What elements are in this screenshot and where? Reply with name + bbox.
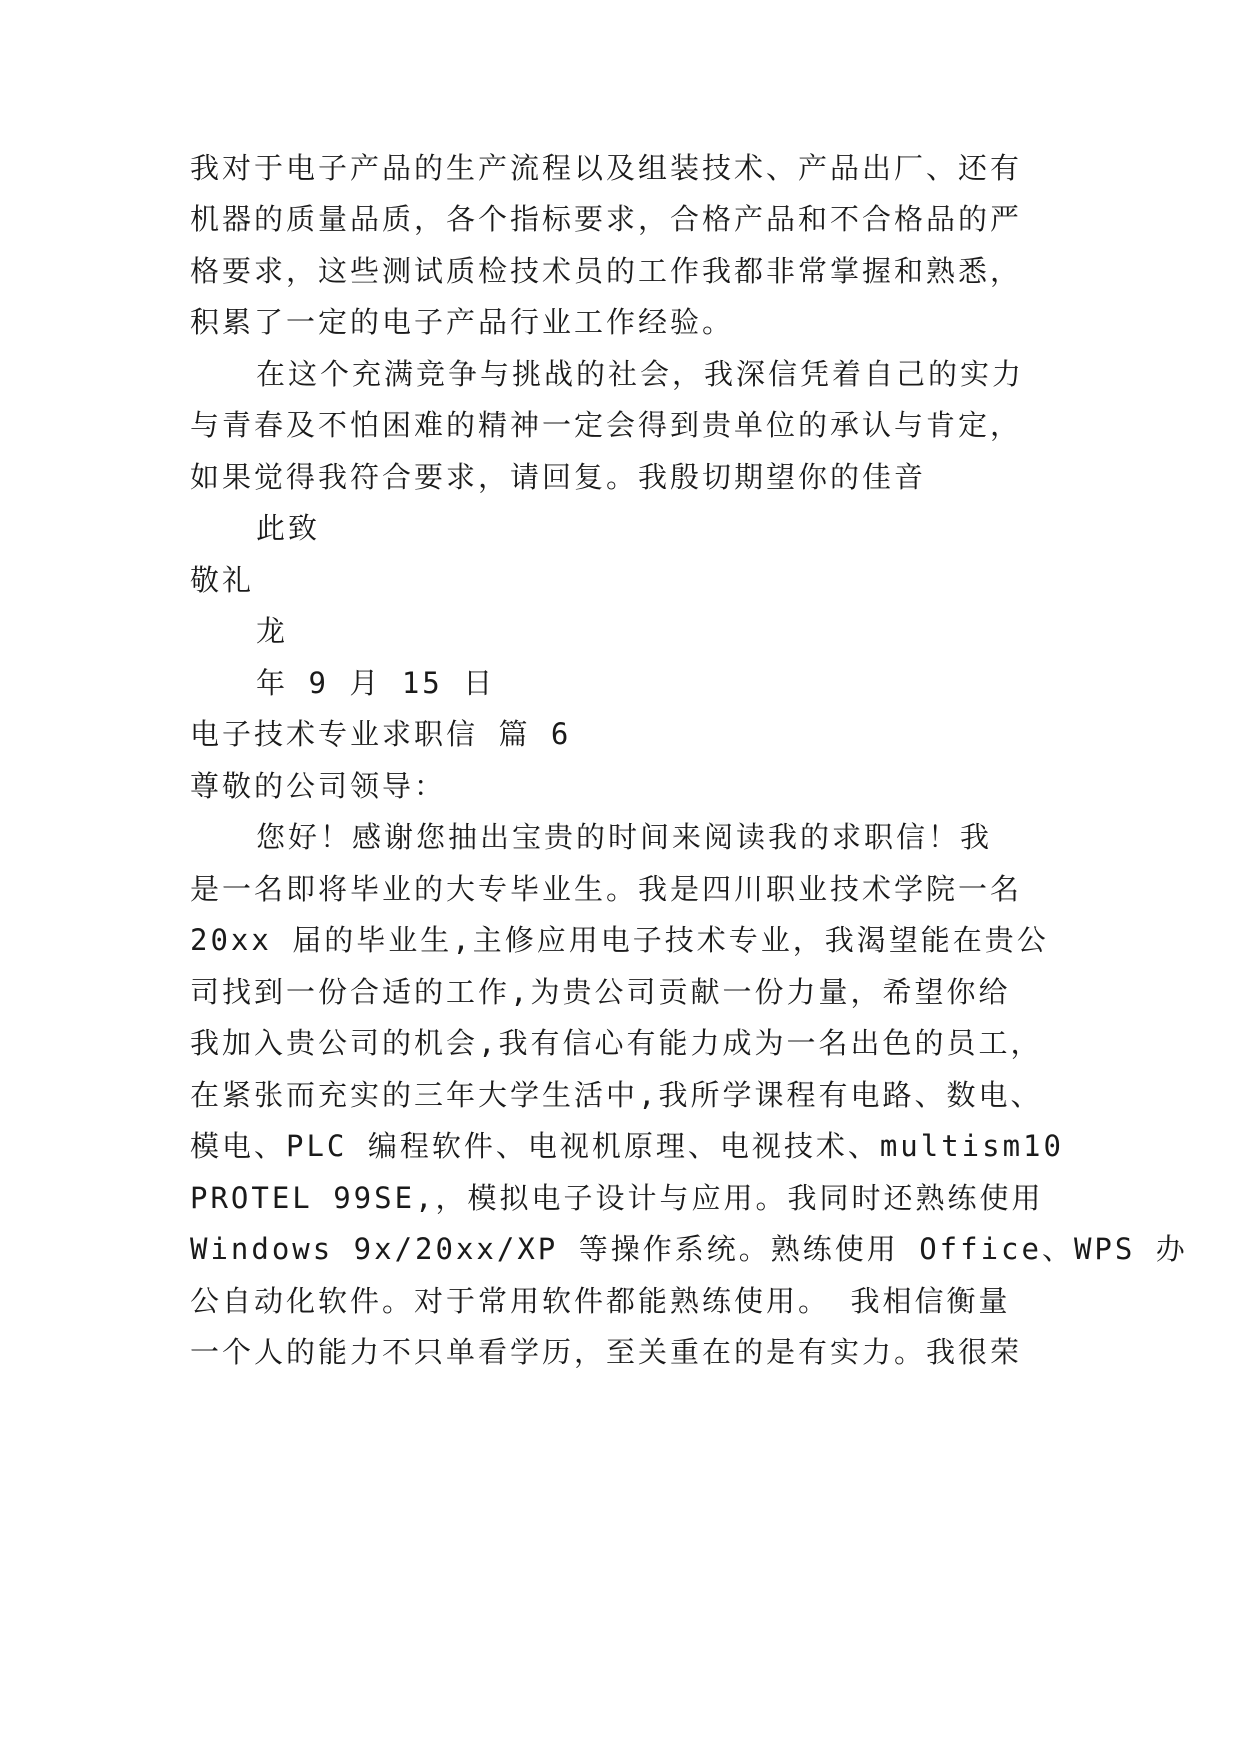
text-line: 是一名即将毕业的大专毕业生。我是四川职业技术学院一名 (190, 872, 1023, 906)
text-line: 在紧张而充实的三年大学生活中,我所学课程有电路、数电、 (190, 1078, 1043, 1112)
text-line: 一个人的能力不只单看学历，至关重在的是有实力。我很荣 (190, 1335, 1023, 1369)
signature-name: 龙 (256, 614, 289, 648)
signature-date: 年 9 月 15 日 (256, 666, 496, 700)
text-line: 与青春及不怕困难的精神一定会得到贵单位的承认与肯定， (190, 408, 1023, 442)
text-line: 我加入贵公司的机会,我有信心有能力成为一名出色的员工， (190, 1026, 1043, 1060)
text-line: 20xx 届的毕业生,主修应用电子技术专业，我渴望能在贵公 (190, 923, 1049, 957)
text-line: 格要求，这些测试质检技术员的工作我都非常掌握和熟悉， (190, 254, 1023, 288)
text-line: Windows 9x/20xx/XP 等操作系统。熟练使用 Office、WPS 办 (190, 1232, 1188, 1266)
closing-regards: 敬礼 (190, 563, 255, 597)
letter-greeting: 尊敬的公司领导： (190, 769, 447, 803)
closing-salutation: 此致 (256, 511, 321, 545)
section-heading: 电子技术专业求职信 篇 6 (190, 717, 572, 751)
text-line: 积累了一定的电子产品行业工作经验。 (190, 305, 735, 339)
text-line: 机器的质量品质，各个指标要求，合格产品和不合格品的严 (190, 202, 1023, 236)
text-line: 我对于电子产品的生产流程以及组装技术、产品出厂、还有 (190, 151, 1023, 185)
text-line: 公自动化软件。对于常用软件都能熟练使用。 我相信衡量 (190, 1284, 1011, 1318)
text-line: 您好！感谢您抽出宝贵的时间来阅读我的求职信！我 (256, 820, 993, 854)
text-line: 模电、PLC 编程软件、电视机原理、电视技术、multism10 (190, 1129, 1064, 1163)
text-line: 司找到一份合适的工作,为贵公司贡献一份力量，希望你给 (190, 975, 1011, 1009)
text-line: PROTEL 99SE,，模拟电子设计与应用。我同时还熟练使用 (190, 1181, 1044, 1215)
text-line: 如果觉得我符合要求，请回复。我殷切期望你的佳音 (190, 460, 927, 494)
text-line: 在这个充满竞争与挑战的社会，我深信凭着自己的实力 (256, 357, 1025, 391)
